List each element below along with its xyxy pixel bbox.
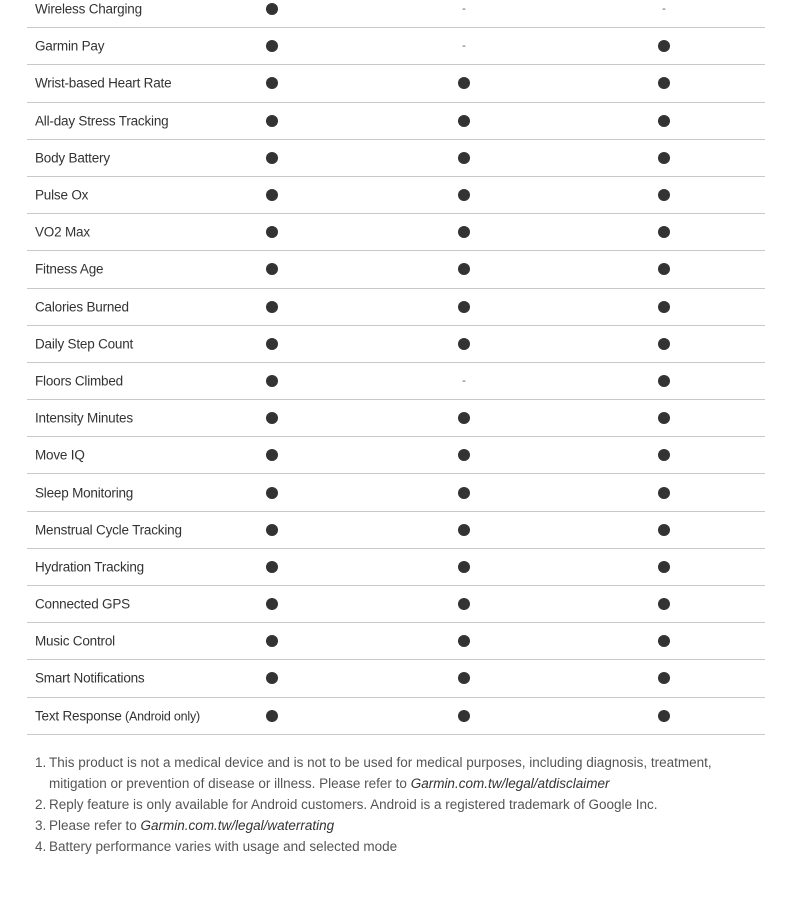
- footnote-link[interactable]: Garmin.com.tw/legal/waterrating: [140, 818, 335, 833]
- supported-dot-icon: [457, 337, 471, 351]
- feature-note: (Android only): [121, 709, 200, 724]
- supported-dot-icon: [457, 486, 471, 500]
- table-row: [27, 549, 765, 586]
- feature-label: All-day Stress Tracking: [35, 113, 169, 129]
- supported-dot-icon: [657, 671, 671, 685]
- supported-dot-icon: [265, 597, 279, 611]
- table-row: [27, 623, 765, 660]
- feature-label: Hydration Tracking: [35, 559, 144, 575]
- supported-dot-icon: [265, 76, 279, 90]
- supported-dot-icon: [265, 2, 279, 16]
- not-supported-dash: -: [462, 374, 466, 387]
- supported-dot-icon: [457, 114, 471, 128]
- supported-dot-icon: [265, 337, 279, 351]
- supported-dot-icon: [457, 76, 471, 90]
- supported-dot-icon: [457, 560, 471, 574]
- supported-dot-icon: [657, 486, 671, 500]
- table-row: [27, 28, 765, 65]
- table-row: [27, 437, 765, 474]
- supported-dot-icon: [657, 188, 671, 202]
- supported-dot-icon: [657, 39, 671, 53]
- supported-dot-icon: [457, 523, 471, 537]
- feature-label: Pulse Ox: [35, 187, 89, 203]
- supported-dot-icon: [265, 709, 279, 723]
- table-row: [27, 512, 765, 549]
- footnote: [35, 752, 755, 794]
- supported-dot-icon: [657, 151, 671, 165]
- table-row: [27, 326, 765, 363]
- feature-label: Wireless Charging: [35, 1, 142, 17]
- supported-dot-icon: [457, 225, 471, 239]
- supported-dot-icon: [457, 634, 471, 648]
- feature-label: Menstrual Cycle Tracking: [35, 522, 182, 538]
- table-row: [27, 363, 765, 400]
- table-row: [27, 103, 765, 140]
- supported-dot-icon: [657, 709, 671, 723]
- supported-dot-icon: [265, 374, 279, 388]
- supported-dot-icon: [265, 151, 279, 165]
- feature-label: Intensity Minutes: [35, 410, 133, 426]
- table-row: [27, 586, 765, 623]
- feature-label: VO2 Max: [35, 224, 90, 240]
- table-row: [27, 698, 765, 735]
- supported-dot-icon: [265, 486, 279, 500]
- footnote-text: Please refer to: [49, 818, 141, 833]
- supported-dot-icon: [457, 262, 471, 276]
- supported-dot-icon: [657, 300, 671, 314]
- supported-dot-icon: [657, 374, 671, 388]
- supported-dot-icon: [657, 523, 671, 537]
- supported-dot-icon: [657, 448, 671, 462]
- supported-dot-icon: [457, 188, 471, 202]
- supported-dot-icon: [265, 114, 279, 128]
- feature-label: Calories Burned: [35, 299, 129, 315]
- not-supported-dash: -: [662, 3, 666, 16]
- footnote-text: This product is not a medical device and is not to be used for medical purposes, including diagnosis, treatment, mitigation or prevention of disease or illness. Please refer to: [49, 755, 712, 791]
- supported-dot-icon: [657, 114, 671, 128]
- supported-dot-icon: [265, 262, 279, 276]
- supported-dot-icon: [457, 411, 471, 425]
- supported-dot-icon: [657, 597, 671, 611]
- footnote-number: 3.: [35, 818, 47, 833]
- feature-label: Music Control: [35, 633, 115, 649]
- supported-dot-icon: [457, 448, 471, 462]
- table-row: [27, 400, 765, 437]
- feature-label: Body Battery: [35, 150, 110, 166]
- footnote-number: 1.: [35, 755, 47, 770]
- supported-dot-icon: [657, 634, 671, 648]
- feature-label: Smart Notifications: [35, 670, 145, 686]
- table-row: [27, 214, 765, 251]
- footnote-number: 2.: [35, 797, 47, 812]
- not-supported-dash: -: [462, 3, 466, 16]
- footnote: [35, 794, 755, 815]
- supported-dot-icon: [657, 76, 671, 90]
- supported-dot-icon: [265, 634, 279, 648]
- feature-label: Wrist-based Heart Rate: [35, 75, 172, 91]
- footnotes: [35, 752, 755, 857]
- supported-dot-icon: [657, 411, 671, 425]
- footnote-number: 4.: [35, 839, 47, 854]
- supported-dot-icon: [657, 262, 671, 276]
- supported-dot-icon: [265, 448, 279, 462]
- footnote-link[interactable]: Garmin.com.tw/legal/atdisclaimer: [410, 776, 610, 791]
- supported-dot-icon: [657, 560, 671, 574]
- supported-dot-icon: [657, 225, 671, 239]
- supported-dot-icon: [265, 188, 279, 202]
- supported-dot-icon: [457, 709, 471, 723]
- supported-dot-icon: [265, 523, 279, 537]
- feature-label: Move IQ: [35, 447, 85, 463]
- footnote: [35, 815, 755, 836]
- feature-label: Floors Climbed: [35, 373, 123, 389]
- feature-comparison-table: [27, 0, 765, 735]
- not-supported-dash: -: [462, 40, 466, 53]
- supported-dot-icon: [265, 411, 279, 425]
- feature-label: Text Response (Android only): [35, 708, 200, 724]
- table-row: [27, 474, 765, 511]
- table-row: [27, 0, 765, 28]
- supported-dot-icon: [457, 151, 471, 165]
- table-row: [27, 660, 765, 697]
- supported-dot-icon: [265, 671, 279, 685]
- footnote-text: Battery performance varies with usage and selected mode: [49, 839, 398, 854]
- supported-dot-icon: [265, 300, 279, 314]
- supported-dot-icon: [457, 671, 471, 685]
- table-row: [27, 177, 765, 214]
- supported-dot-icon: [457, 300, 471, 314]
- supported-dot-icon: [457, 597, 471, 611]
- feature-label: Connected GPS: [35, 596, 130, 612]
- feature-label: Sleep Monitoring: [35, 485, 134, 501]
- table-row: [27, 140, 765, 177]
- supported-dot-icon: [265, 39, 279, 53]
- supported-dot-icon: [265, 225, 279, 239]
- feature-label: Fitness Age: [35, 261, 104, 277]
- supported-dot-icon: [265, 560, 279, 574]
- footnote: [35, 836, 755, 857]
- feature-label: Daily Step Count: [35, 336, 134, 352]
- table-row: [27, 65, 765, 102]
- feature-label: Garmin Pay: [35, 38, 105, 54]
- table-row: [27, 251, 765, 288]
- footnote-text: Reply feature is only available for Android customers. Android is a registered trademark of Google Inc.: [49, 797, 658, 812]
- table-row: [27, 289, 765, 326]
- supported-dot-icon: [657, 337, 671, 351]
